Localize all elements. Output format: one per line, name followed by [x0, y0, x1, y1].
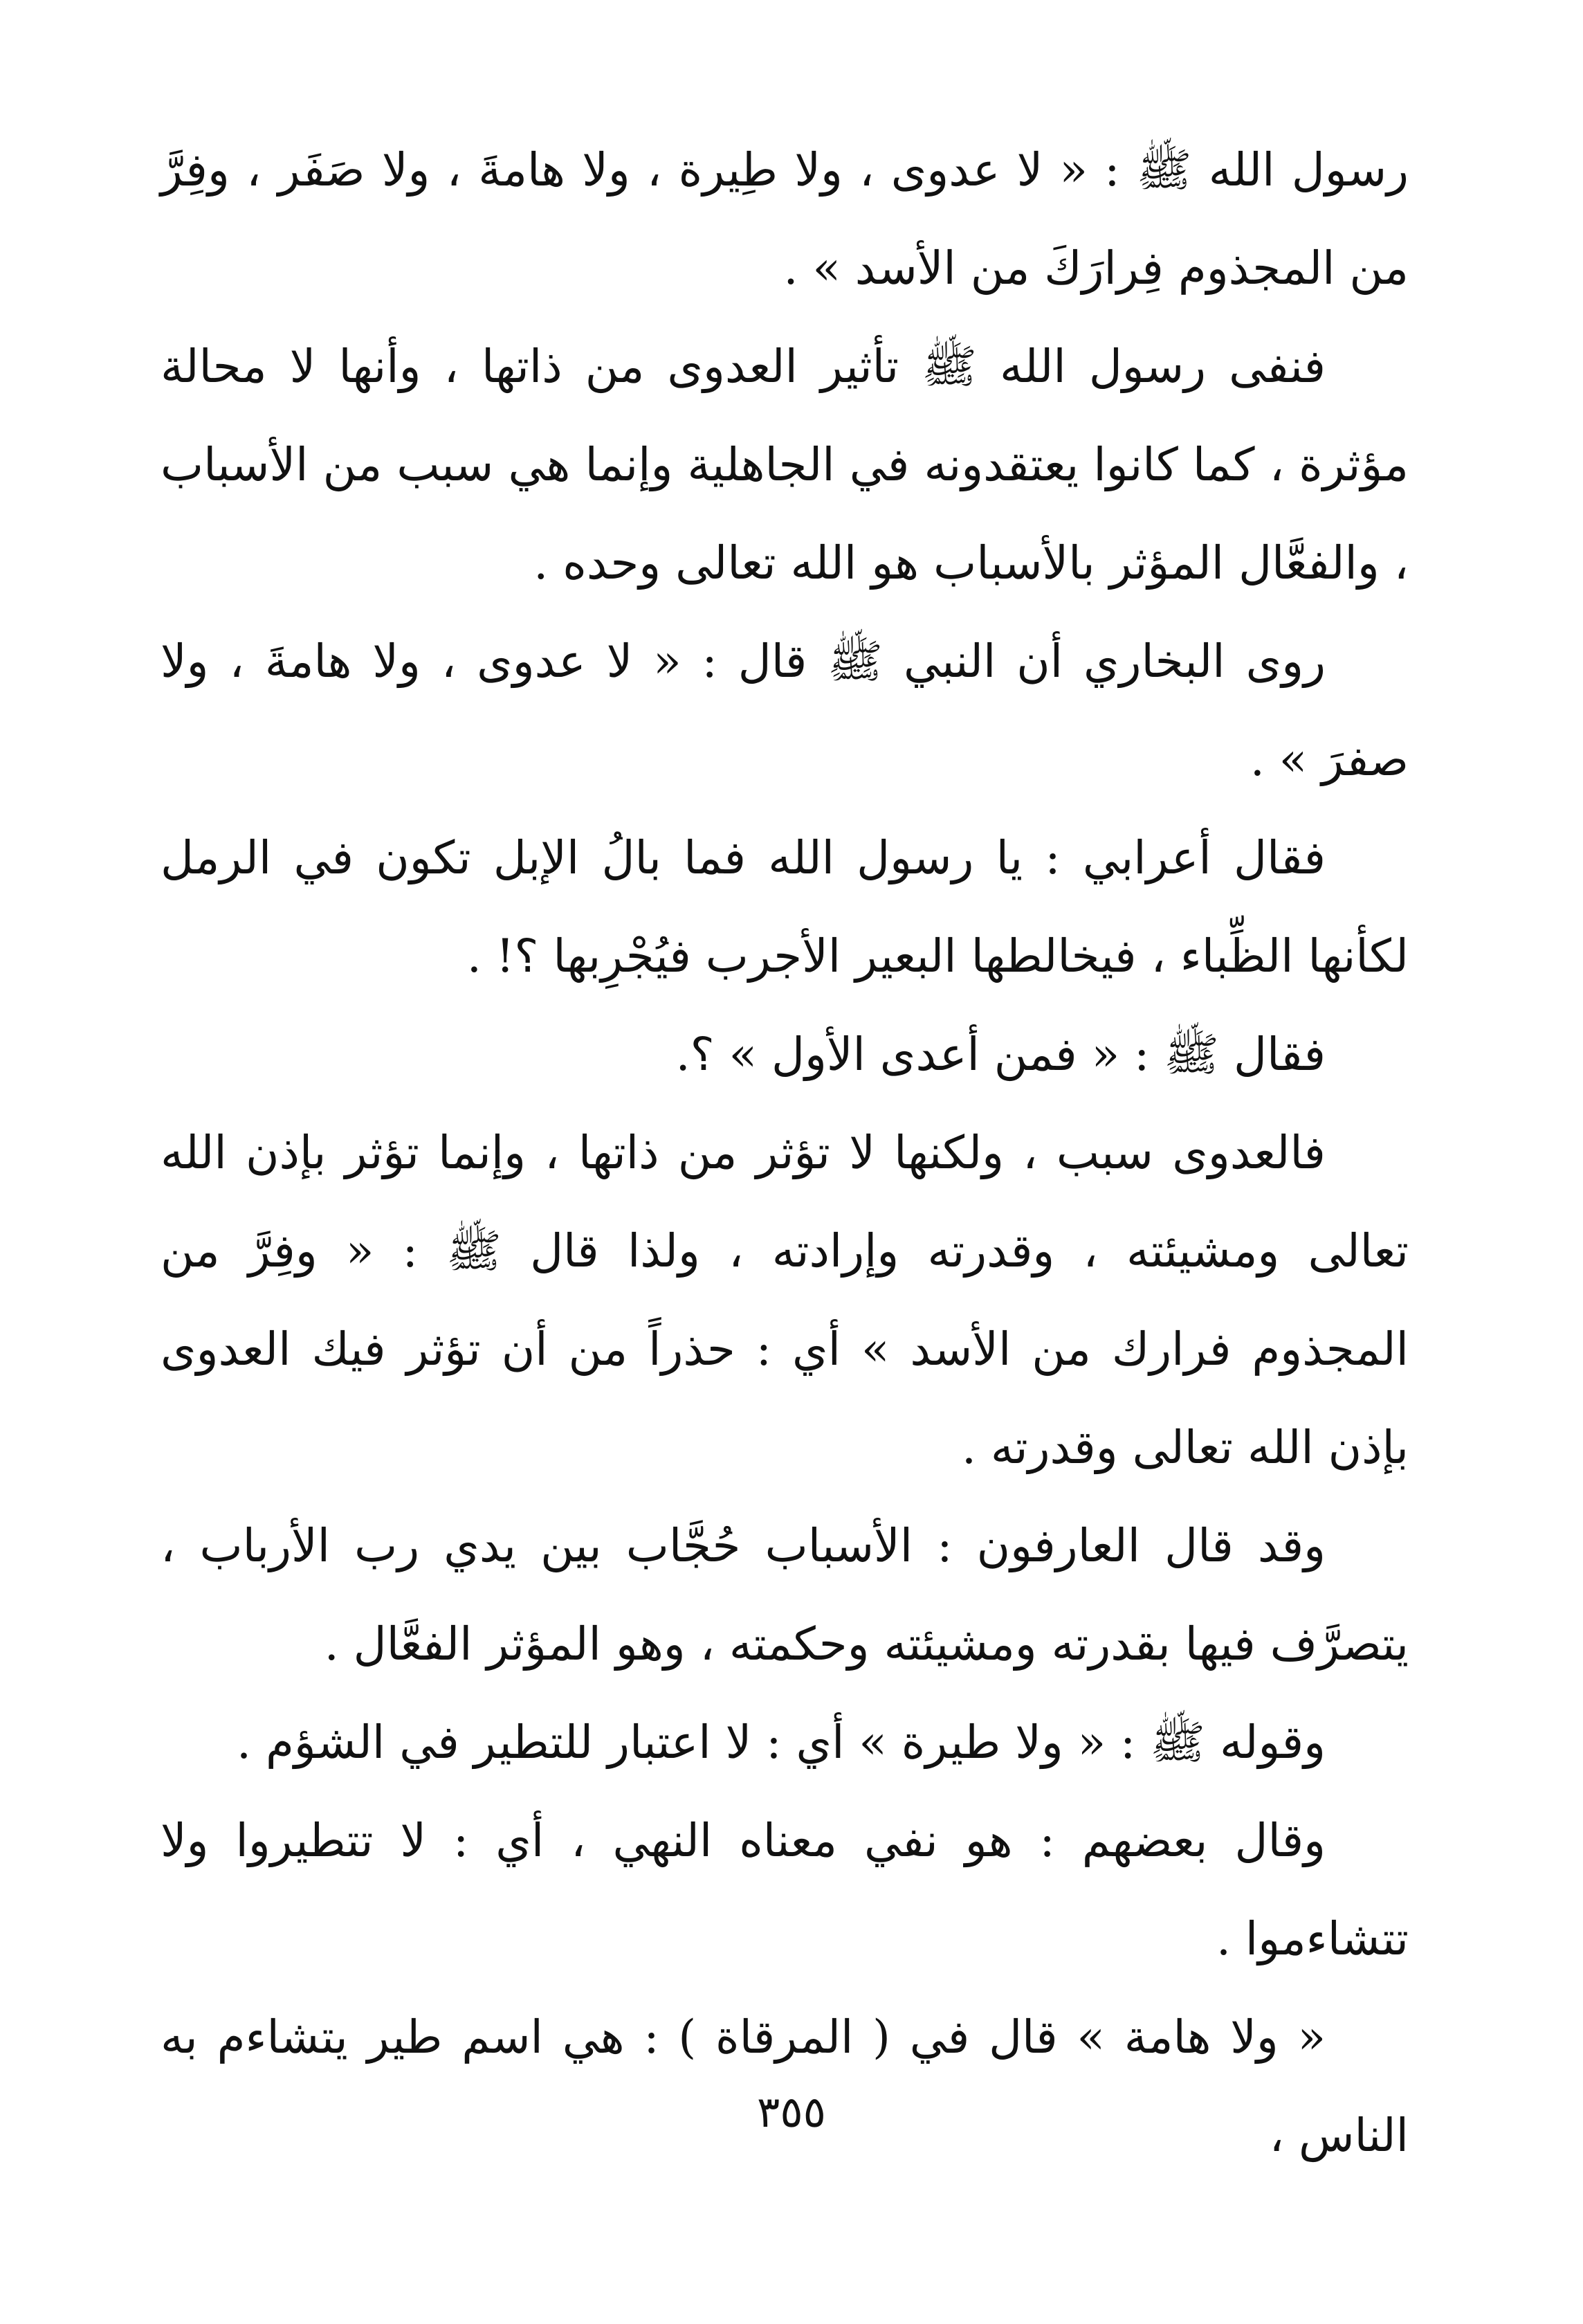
paragraph-2: فنفى رسول الله ﷺ تأثير العدوى من ذاتها ، وأنها لا محالة مؤثرة ، كما كانوا يعتقدونه في الجاهلية وإنما هي سبب من الأسباب ، والفعَّال المؤثر بالأسباب هو الله تعالى وحده . [161, 340, 1409, 590]
body-text [161, 121, 1409, 2185]
paragraph-6: فالعدوى سبب ، ولكنها لا تؤثر من ذاتها ، وإنما تؤثر بإذن الله تعالى ومشيئته ، وقدرته وإرادته ، ولذا قال ﷺ : « وفِرَّ من المجذوم فرارك من الأسد » أي : حذراً من أن تؤثر فيك العدوى بإذن الله تعالى وقدرته . [161, 1126, 1409, 1474]
paragraph-10: « ولا هامة » قال في ( المرقاة ) : هي اسم طير يتشاءم به الناس ، [161, 2010, 1409, 2162]
paragraph-5: فقال ﷺ : « فمن أعدى الأول » ؟. [675, 1028, 1326, 1081]
paragraph-7: وقد قال العارفون : الأسباب حُجَّاب بين يدي رب الأرباب ، يتصرَّف فيها بقدرته ومشيئته وحكمته ، وهو المؤثر الفعَّال . [161, 1519, 1409, 1671]
paragraph-8: وقوله ﷺ : « ولا طيرة » أي : لا اعتبار للتطير في الشؤم . [237, 1716, 1326, 1769]
paragraph-1: رسول الله ﷺ : « لا عدوى ، ولا طِيرة ، ولا هامةَ ، ولا صَفَر ، وفِرَّ من المجذوم فِرارَكَ من الأسد » . [161, 143, 1409, 295]
paragraph-3: روى البخاري أن النبي ﷺ قال : « لا عدوى ، ولا هامةَ ، ولا صفرَ » . [161, 635, 1409, 786]
paragraph-4: فقال أعرابي : يا رسول الله فما بالُ الإبل تكون في الرمل لكأنها الظِّباء ، فيخالطها البعير الأجرب فيُجْرِبها ؟! . [161, 831, 1409, 983]
page-number: ٣٥٥ [757, 2087, 826, 2137]
paragraph-9: وقال بعضهم : هو نفي معناه النهي ، أي : لا تتطيروا ولا تتشاءموا . [161, 1814, 1409, 1966]
